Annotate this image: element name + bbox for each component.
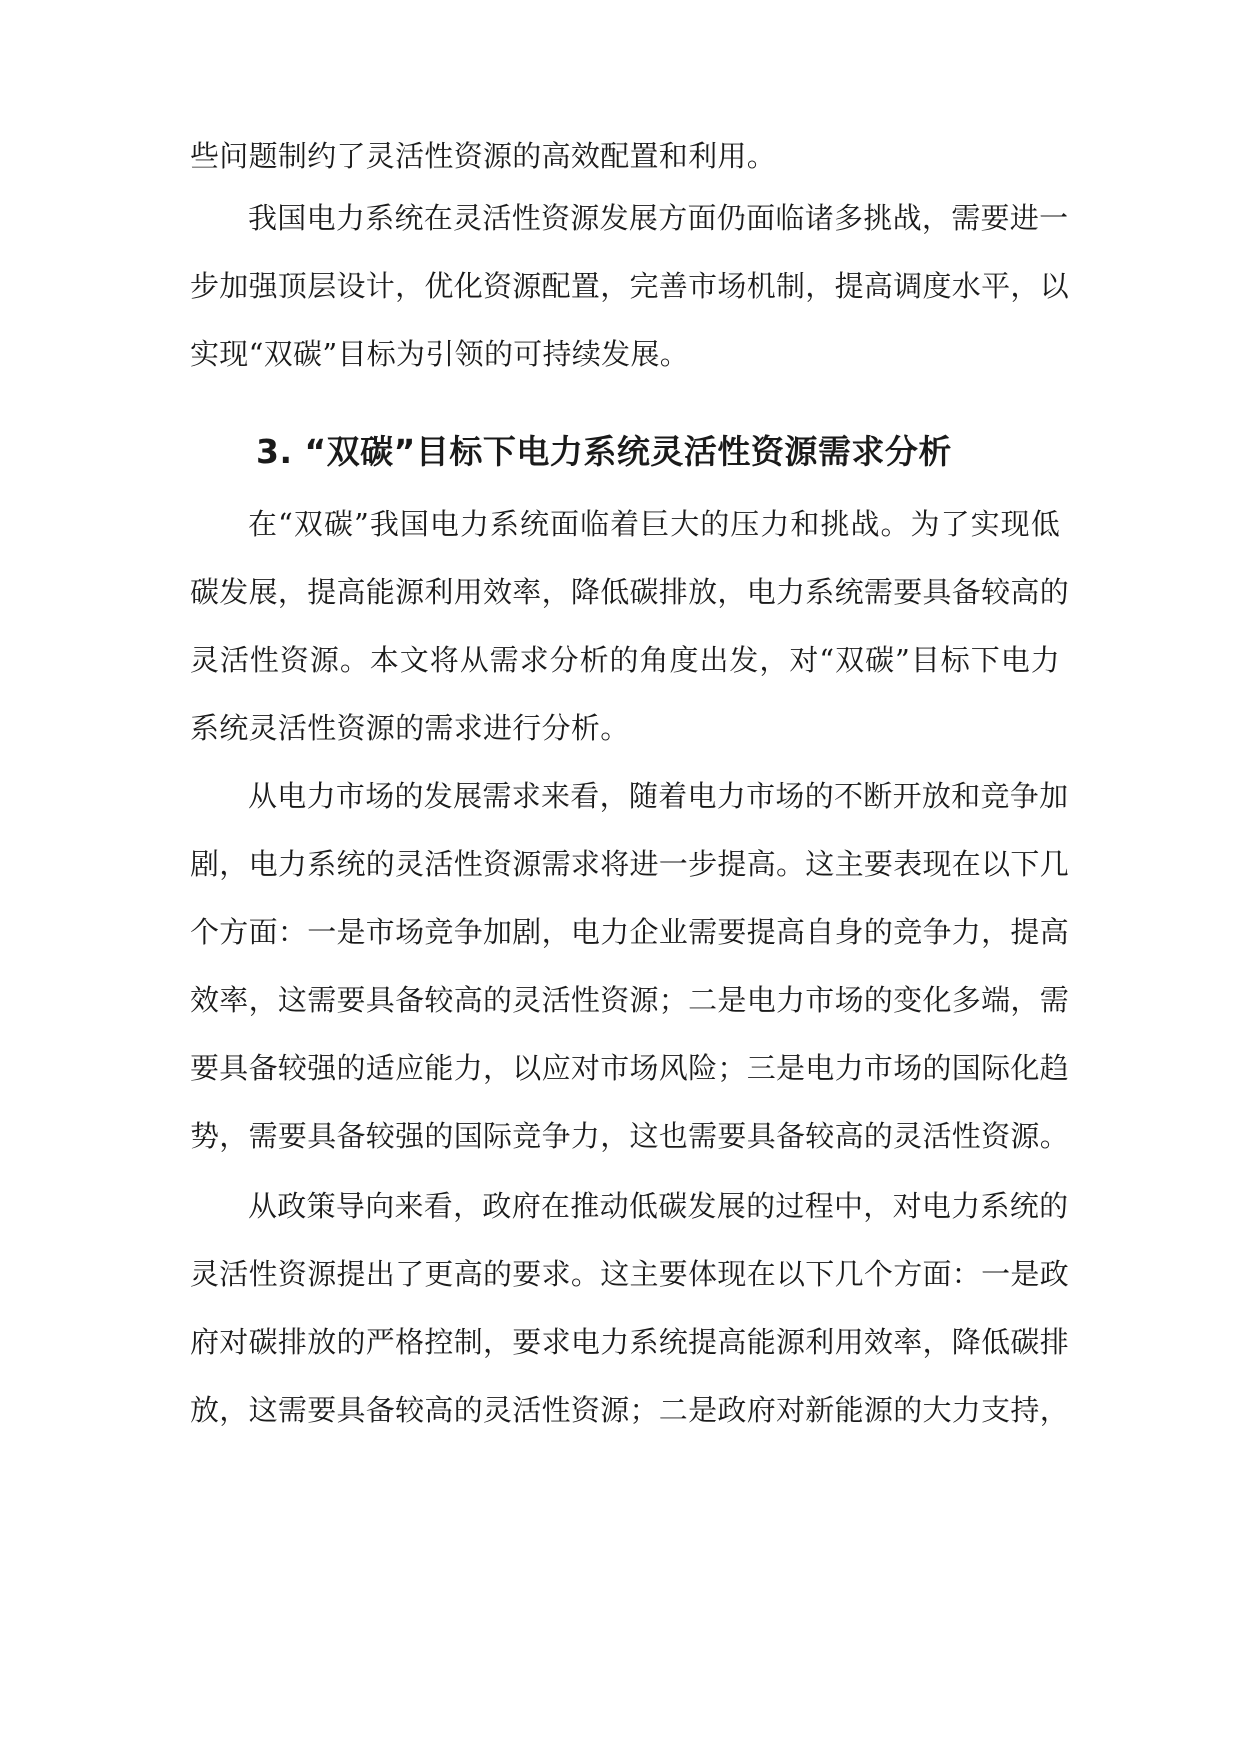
paragraph-line: 效率，这需要具备较高的灵活性资源；二是电力市场的变化多端，需 xyxy=(190,983,1070,1017)
paragraph-line: 个方面：一是市场竞争加剧，电力企业需要提高自身的竞争力，提高 xyxy=(190,915,1070,949)
paragraph-line: 步加强顶层设计，优化资源配置，完善市场机制，提高调度水平，以 xyxy=(190,269,1070,303)
paragraph-line: 剧，电力系统的灵活性资源需求将进一步提高。这主要表现在以下几 xyxy=(190,847,1070,881)
paragraph-line: 从政策导向来看，政府在推动低碳发展的过程中，对电力系统的 xyxy=(248,1189,1069,1223)
paragraph-line: 府对碳排放的严格控制，要求电力系统提高能源利用效率，降低碳排 xyxy=(190,1325,1070,1359)
section-heading: 3. “双碳”目标下电力系统灵活性资源需求分析 xyxy=(256,432,952,471)
paragraph-line: 势，需要具备较强的国际竞争力，这也需要具备较高的灵活性资源。 xyxy=(190,1119,1070,1153)
paragraph-line: 放，这需要具备较高的灵活性资源；二是政府对新能源的大力支持， xyxy=(190,1393,1070,1427)
paragraph-line: 在“双碳”我国电力系统面临着巨大的压力和挑战。为了实现低 xyxy=(248,507,1060,541)
paragraph-line: 从电力市场的发展需求来看，随着电力市场的不断开放和竞争加 xyxy=(248,779,1069,813)
paragraph-line: 系统灵活性资源的需求进行分析。 xyxy=(190,711,630,745)
paragraph-line: 要具备较强的适应能力，以应对市场风险；三是电力市场的国际化趋 xyxy=(190,1051,1070,1085)
paragraph-line: 碳发展，提高能源利用效率，降低碳排放，电力系统需要具备较高的 xyxy=(190,575,1070,609)
paragraph-line: 些问题制约了灵活性资源的高效配置和利用。 xyxy=(190,139,777,173)
paragraph-line: 灵活性资源。本文将从需求分析的角度出发，对“双碳”目标下电力 xyxy=(190,643,1060,677)
paragraph-line: 灵活性资源提出了更高的要求。这主要体现在以下几个方面：一是政 xyxy=(190,1257,1070,1291)
paragraph-line: 我国电力系统在灵活性资源发展方面仍面临诸多挑战，需要进一 xyxy=(248,201,1069,235)
paragraph-line: 实现“双碳”目标为引领的可持续发展。 xyxy=(190,337,690,371)
